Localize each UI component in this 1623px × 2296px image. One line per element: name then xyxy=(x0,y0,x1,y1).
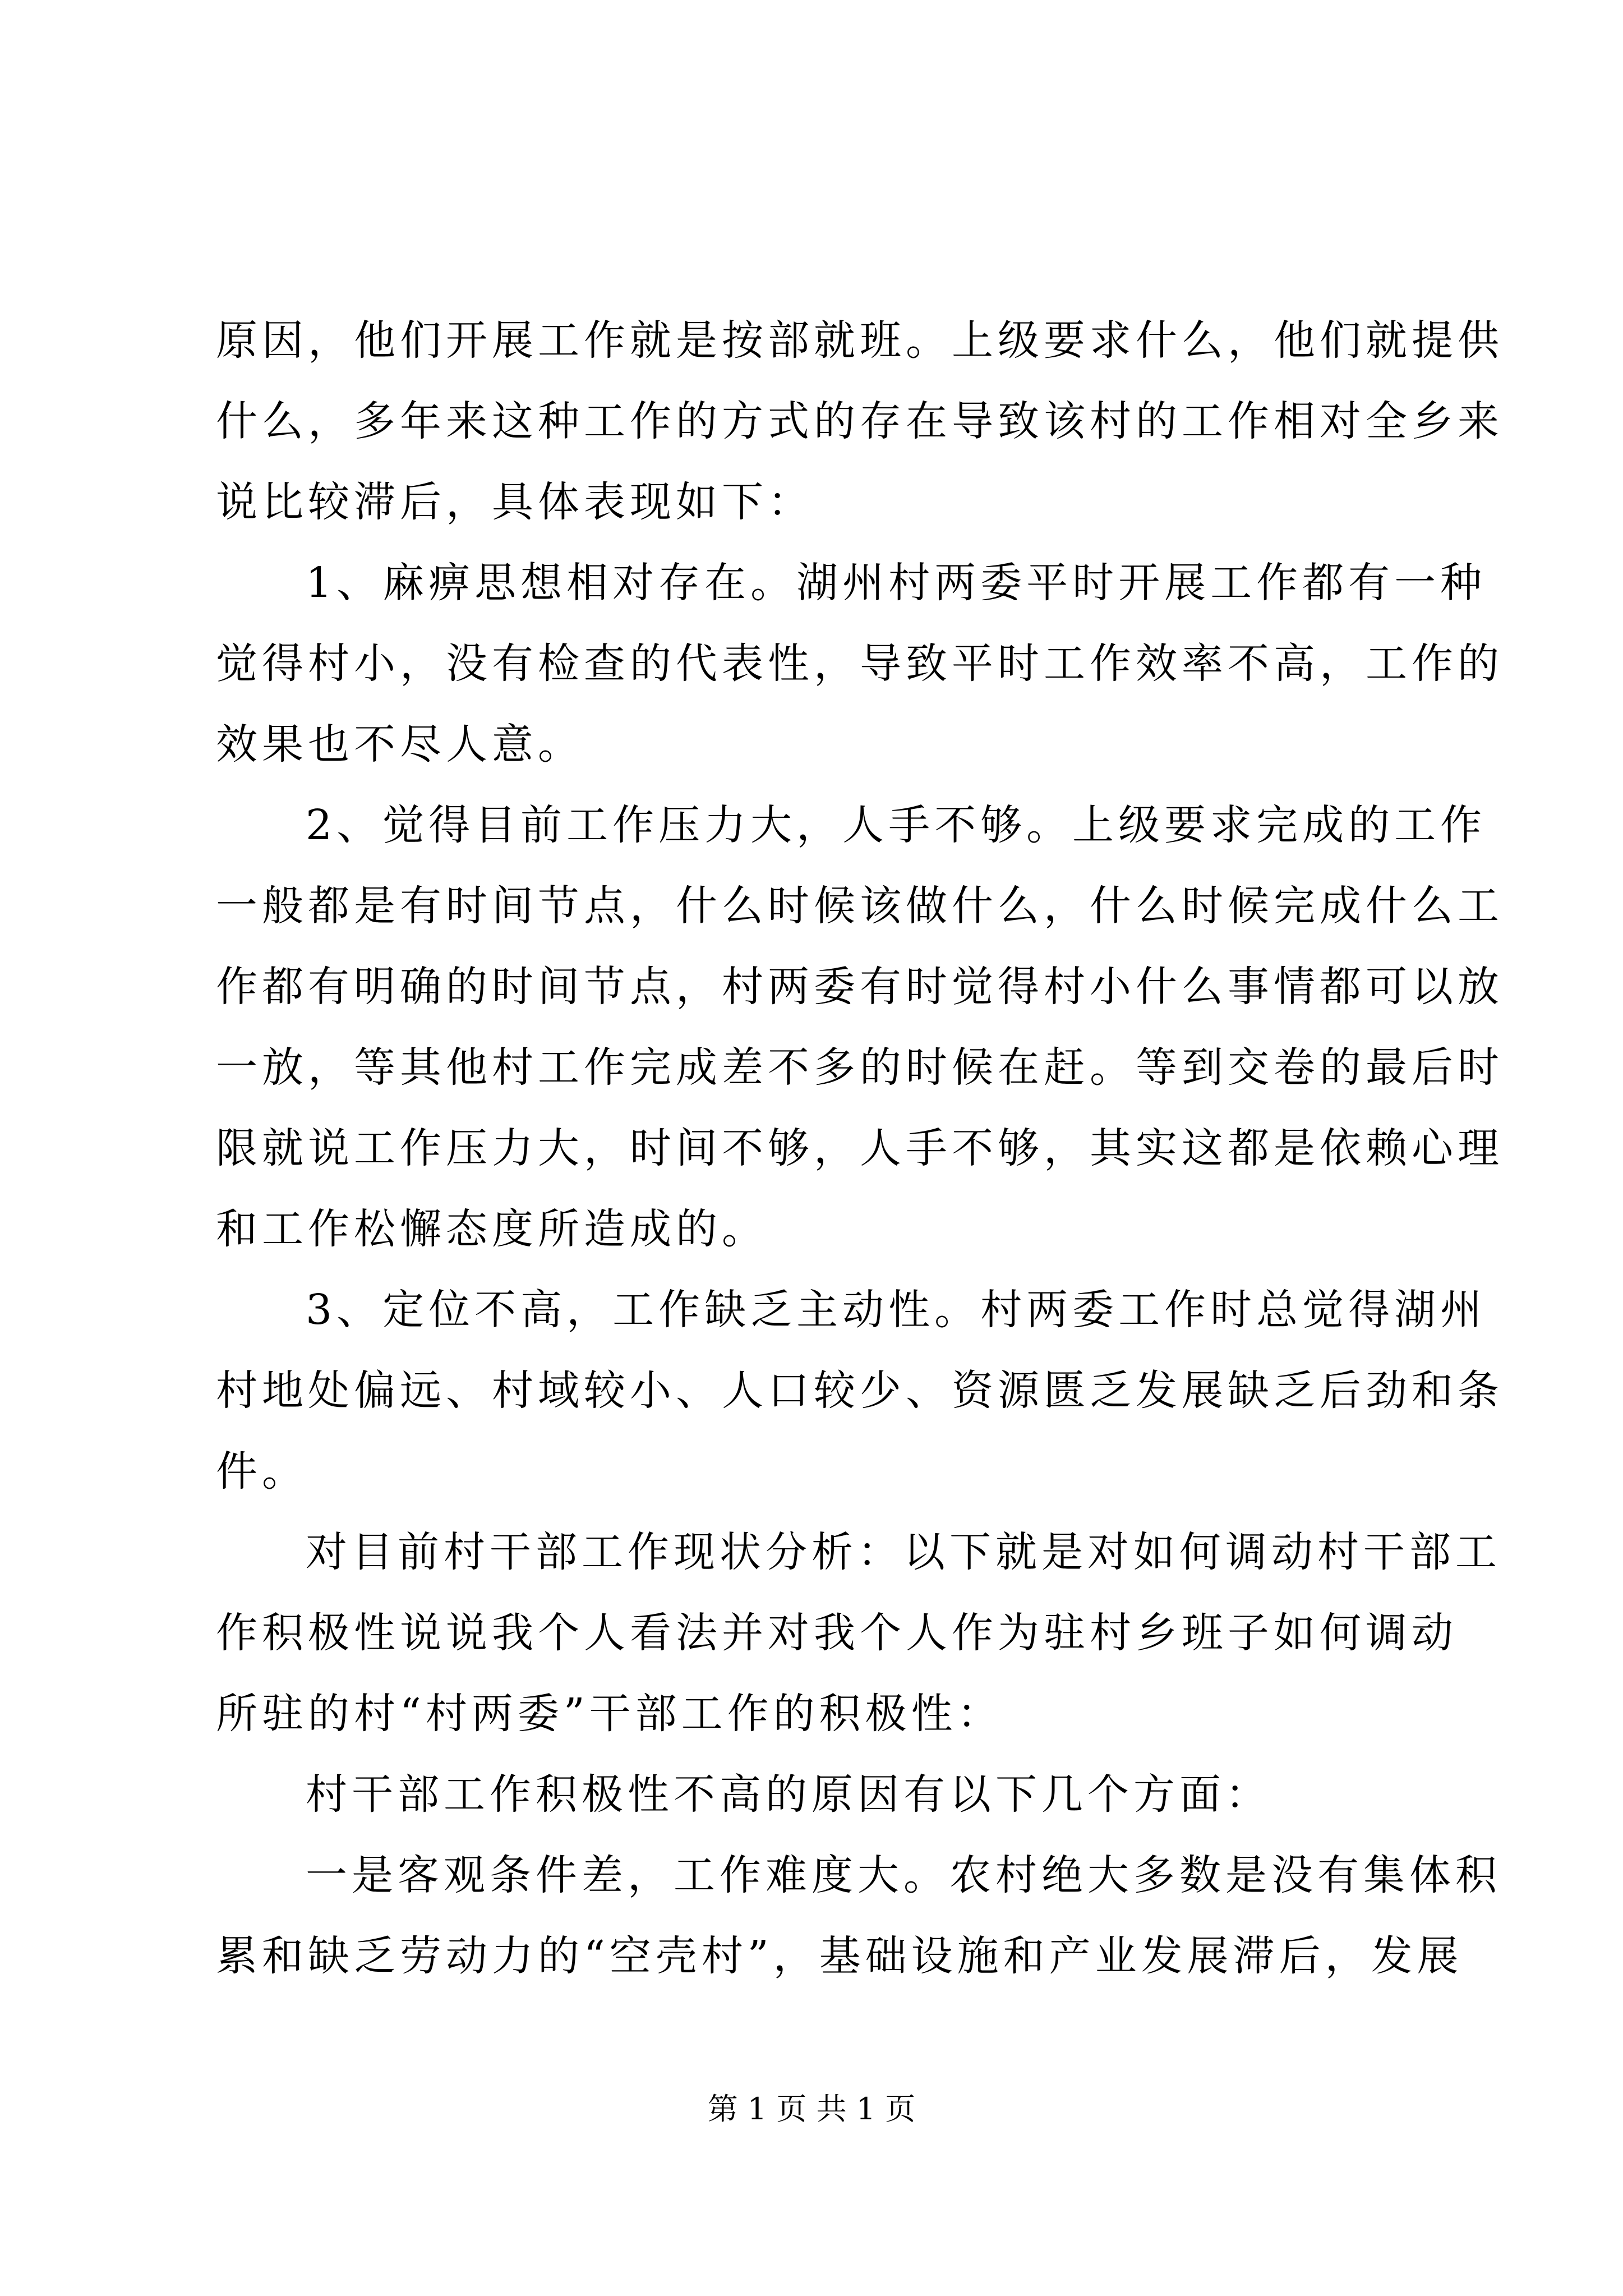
text-line: 1、麻痹思想相对存在。湖州村两委平时开展工作都有一种 xyxy=(306,559,1487,607)
text-line: 所驻的村“村两委”干部工作的积极性： xyxy=(216,1690,1003,1738)
text-line: 原因，他们开展工作就是按部就班。上级要求什么，他们就提供 xyxy=(216,316,1504,365)
text-line: 一般都是有时间节点，什么时候该做什么，什么时候完成什么工 xyxy=(216,882,1504,930)
text-line: 作都有明确的时间节点，村两委有时觉得村小什么事情都可以放 xyxy=(216,963,1504,1011)
text-line: 村地处偏远、村域较小、人口较少、资源匮乏发展缺乏后劲和条 xyxy=(216,1366,1504,1415)
text-line: 限就说工作压力大，时间不够，人手不够，其实这都是依赖心理 xyxy=(216,1124,1504,1172)
text-line: 村干部工作积极性不高的原因有以下几个方面： xyxy=(306,1770,1271,1819)
page-number-footer: 第 1 页 共 1 页 xyxy=(707,2091,916,2127)
text-line: 效果也不尽人意。 xyxy=(216,720,584,769)
text-line: 说比较滞后，具体表现如下： xyxy=(216,478,814,526)
text-line: 2、觉得目前工作压力大，人手不够。上级要求完成的工作 xyxy=(306,801,1487,849)
text-line: 一放，等其他村工作完成差不多的时候在赶。等到交卷的最后时 xyxy=(216,1043,1504,1092)
text-line: 和工作松懈态度所造成的。 xyxy=(216,1205,768,1253)
text-line: 3、定位不高，工作缺乏主动性。村两委工作时总觉得湖州 xyxy=(306,1286,1487,1334)
text-line: 件。 xyxy=(216,1447,308,1496)
text-line: 什么，多年来这种工作的方式的存在导致该村的工作相对全乡来 xyxy=(216,397,1504,445)
document-body xyxy=(216,300,1504,1996)
text-line: 作积极性说说我个人看法并对我个人作为驻村乡班子如何调动 xyxy=(216,1609,1458,1657)
text-line: 觉得村小，没有检查的代表性，导致平时工作效率不高，工作的 xyxy=(216,639,1504,688)
text-line: 累和缺乏劳动力的“空壳村”，基础设施和产业发展滞后，发展 xyxy=(216,1932,1463,1980)
text-line: 一是客观条件差，工作难度大。农村绝大多数是没有集体积 xyxy=(306,1851,1501,1899)
text-line: 对目前村干部工作现状分析：以下就是对如何调动村干部工 xyxy=(306,1528,1501,1576)
